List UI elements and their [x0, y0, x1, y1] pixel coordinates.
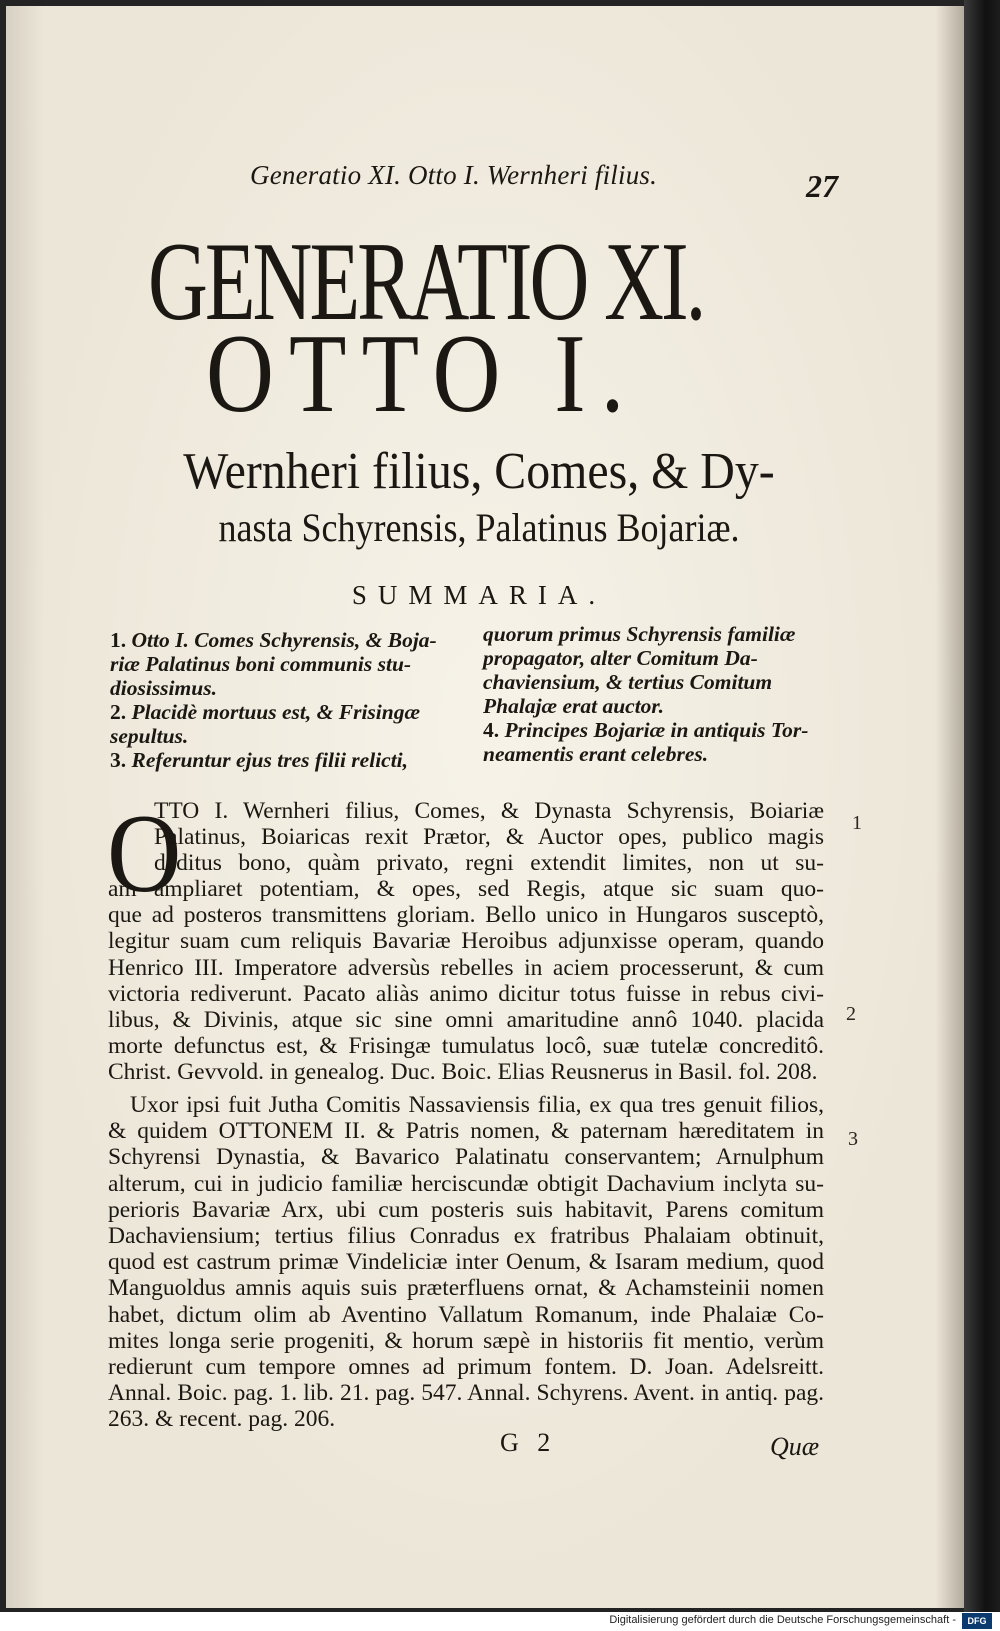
summary-line: propagator, alter Comitum Da-: [483, 646, 758, 670]
summaria-right-column: [483, 622, 828, 766]
text-line: TTO I. Wernheri filius, Comes, & Dynasta Schyrensis, Boiariæ: [154, 798, 824, 824]
text-line: perioris Bavariæ Arx, ubi cum posteris suis habitavit, Parens comitum: [108, 1196, 824, 1223]
subtitle-line-2: nasta Schyrensis, Palatinus Bojariæ.: [218, 505, 740, 550]
text-line: Uxor ipsi fuit Jutha Comitis Nassaviensis filia, ex qua tres genuit filios,: [130, 1092, 824, 1118]
funding-note: Digitalisierung gefördert durch die Deutsche Forschungsgemeinschaft -: [609, 1614, 956, 1626]
summary-line: diosissimus.: [110, 676, 217, 700]
summary-number: 4.: [483, 718, 500, 742]
text-line: redierunt cum tempore omnes ad primum fontem. D. Joan. Adelsreitt.: [108, 1354, 824, 1381]
text-line: legitur suam cum reliquis Bavariæ Heroibus adjunxisse operam, quando: [108, 928, 824, 955]
catchword: Quæ: [770, 1432, 820, 1461]
text-line: Schyrensi Dynastia, & Bavarico Palatinatu conservantem; Arnulphum: [108, 1144, 824, 1171]
summary-item: [110, 628, 455, 652]
text-line: alterum, cui in judicio familiæ herciscundæ obtigit Dachavium inclyta su-: [108, 1170, 824, 1197]
summary-line: chaviensium, & tertius Comitum: [483, 670, 773, 694]
summary-number: 2.: [110, 700, 127, 724]
summary-line: Otto I. Comes Schyrensis, & Boja-: [131, 628, 437, 652]
page-number: 27: [806, 168, 838, 204]
summary-item: [483, 718, 828, 742]
text-line: Palatinus, Boiaricas rexit Prætor, & Auctor opes, publico magis: [154, 824, 824, 851]
dfg-logo: DFG: [962, 1613, 992, 1629]
text-line: victoria rediverunt. Pacato aliàs animo dicitur totus fuisse in rebus civi-: [108, 980, 824, 1007]
text-line: & quidem OTTONEM II. & Patris nomen, & paternam hæreditatem in: [108, 1118, 824, 1145]
subtitle-line-1: Wernheri filius, Comes, & Dy-: [183, 443, 775, 500]
summaria-heading: SUMMARIA.: [351, 580, 607, 610]
drop-cap: O: [107, 792, 182, 916]
margin-number: 1: [852, 812, 862, 834]
text-line: Manguoldus amnis aquis suis præterfluens ornat, & Achamsteinii nomen: [108, 1275, 824, 1302]
text-line: libus, & Divinis, atque sic sine omni amaritudine annô 1040. placida: [108, 1007, 824, 1034]
paragraph-1-continued: [108, 876, 824, 1086]
summary-line: sepultus.: [110, 724, 189, 748]
summary-line: Referuntur ejus tres filii relicti,: [131, 748, 409, 772]
paragraph-1: [154, 798, 824, 877]
summary-line: Placidè mortuus est, & Frisingæ: [131, 700, 420, 724]
summary-item: [110, 700, 455, 724]
text-line: mites longa serie progeniti, & horum sæpè in historiis fit mentio, verùm: [108, 1327, 824, 1354]
running-head: Generatio XI. Otto I. Wernheri filius.: [250, 160, 658, 190]
book-edge: [964, 0, 1000, 1612]
text-line: Christ. Gevvold. in genealog. Duc. Boic. Elias Reusnerus in Basil. fol. 208.: [108, 1059, 818, 1086]
chapter-title: GENERATIO XI.: [148, 220, 704, 344]
text-line: Henrico III. Imperatore adversùs rebelles in aciem processerunt, & cum: [108, 954, 824, 981]
text-line: que ad posteros transmittens gloriam. Bello unico in Hungaros susceptò,: [108, 902, 824, 929]
paragraph-2: [108, 1092, 824, 1433]
text-line: Dachaviensium; tertius filius Conradus ex fratribus Phalaiam obtinuit,: [108, 1223, 824, 1250]
chapter-name: OTTO I.: [206, 312, 640, 436]
text-line: habet, dictum olim ab Aventino Vallatum Romanum, inde Phalaiæ Co-: [108, 1301, 824, 1328]
summary-line: Principes Bojariæ in antiquis Tor-: [504, 718, 809, 742]
summary-item: [110, 748, 455, 772]
summary-line: Phalajæ erat auctor.: [483, 694, 664, 718]
margin-number: 2: [846, 1003, 856, 1025]
margin-number: 3: [848, 1128, 858, 1150]
summary-line: quorum primus Schyrensis familiæ: [483, 622, 796, 646]
text-line: am ampliaret potentiam, & opes, sed Regis, atque sic suam quo-: [108, 876, 824, 902]
summaria-left-column: [110, 628, 455, 772]
summary-line: riæ Palatinus boni communis stu-: [110, 652, 412, 676]
text-line: 263. & recent. pag. 206.: [108, 1406, 336, 1433]
text-line: deditus bono, quàm privato, regni extendit limites, non ut su-: [154, 850, 824, 877]
signature-mark: G 2: [500, 1428, 557, 1457]
text-line: quod est castrum primæ Vindeliciæ inter Oenum, & Isaram medium, quod: [108, 1249, 824, 1276]
text-line: morte defunctus est, & Frisingæ tumulatus locô, suæ tutelæ concreditô.: [108, 1033, 824, 1060]
summary-line: neamentis erant celebres.: [483, 742, 709, 766]
summary-number: 1.: [110, 628, 127, 652]
summary-number: 3.: [110, 748, 127, 772]
text-line: Annal. Boic. pag. 1. lib. 21. pag. 547. Annal. Schyrens. Avent. in antiq. pag.: [108, 1380, 824, 1407]
